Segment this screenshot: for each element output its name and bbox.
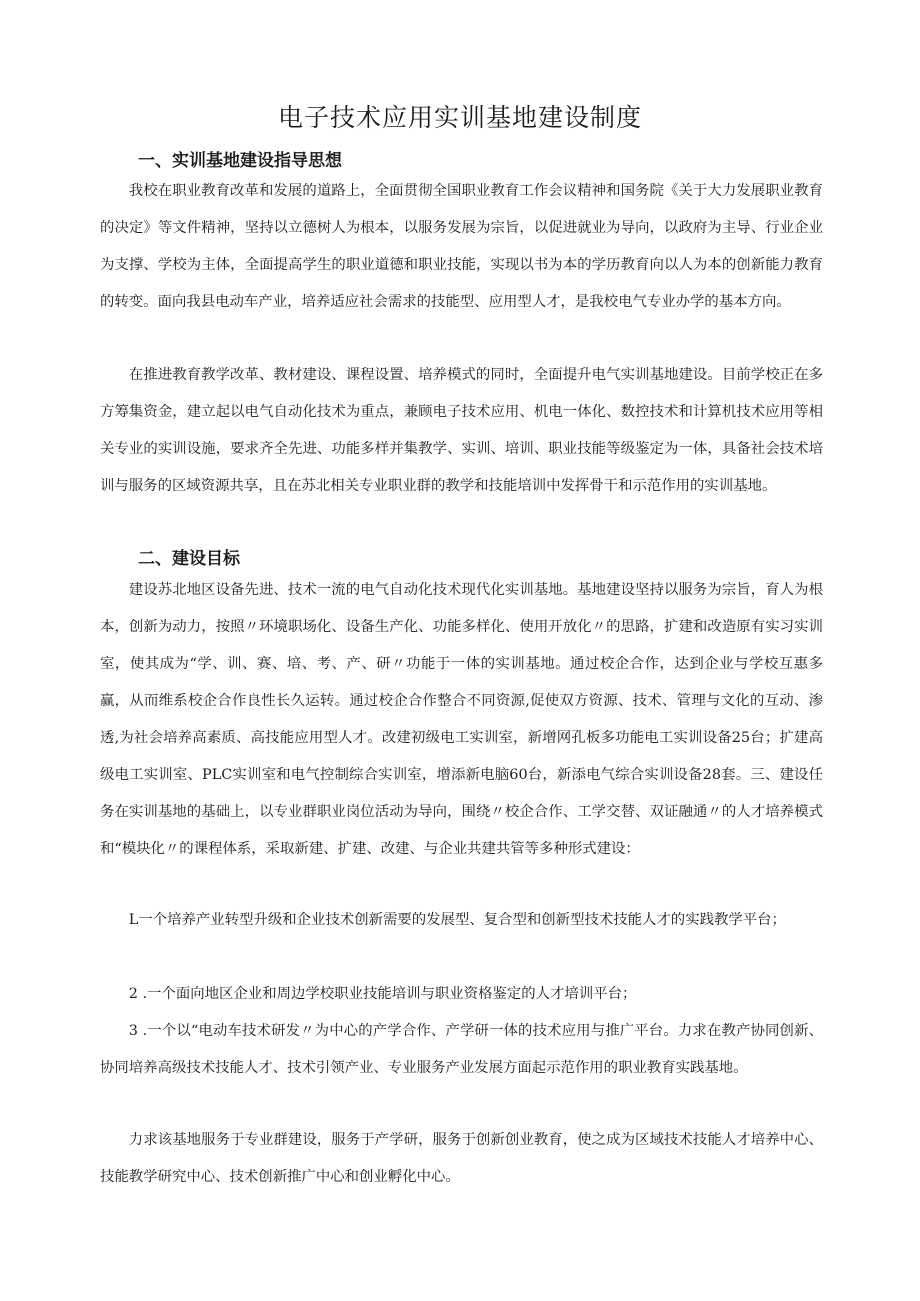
closing-paragraph: 力求该基地服务于专业群建设，服务于产学研，服务于创新创业教育，使之成为区域技术技能人才培养中心、技能教学研究中心、技术创新推广中心和创业孵化中心。: [100, 1132, 823, 1185]
list-item-3: 3 .一个以“电动车技术研发〃为中心的产学合作、产学研一体的技术应用与推广平台。力求在教产协同创新、协同培养高级技术技能人才、技术引领产业、专业服务产业发展方面起示范作用的职业教育实践基地。: [100, 1023, 823, 1076]
section2-paragraph-1: 建设苏北地区设备先进、技术一流的电气自动化技术现代化实训基地。基地建设坚持以服务为宗旨，育人为根本，创新为动力，按照〃环境职场化、设备生产化、功能多样化、使用开放化〃的思路，扩建和改造原有实习实训室，使其成为“学、训、赛、培、考、产、研〃功能于一体的实训基地。通过校企合作，达到企业与学校互惠多赢，从而维系校企合作良性长久运转。通过校企合作整合不同资源,促使双方资源、技术、管理与文化的互动、渗透,为社会培养高素质、高技能应用型人才。改建初级电工实训室，新增网孔板多功能电工实训设备25台；扩建高级电工实训室、PLC实训室和电气控制综合实训室，增添新电脑60台，新添电气综合实训设备28套。三、建设任务在实训基地的基础上，以专业群职业岗位活动为导向，围绕〃校企合作、工学交替、双证融通〃的人才培养模式和“模块化〃的课程体系，采取新建、扩建、改建、与企业共建共管等多种形式建设：: [100, 582, 823, 857]
section1-paragraph-2: 在推进教育教学改革、教材建设、课程设置、培养模式的同时，全面提升电气实训基地建设。目前学校正在多方筹集资金，建立起以电气自动化技术为重点，兼顾电子技术应用、机电一体化、数控技术和计算机技术应用等相关专业的实训设施，要求齐全先进、功能多样并集教学、实训、培训、职业技能等级鉴定为一体，具备社会技术培训与服务的区域资源共享，且在苏北相关专业职业群的教学和技能培训中发挥骨干和示范作用的实训基地。: [100, 367, 823, 494]
section1-heading: 一、实训基地建设指导思想: [138, 151, 342, 171]
list-item-1: L一个培养产业转型升级和企业技术创新需要的发展型、复合型和创新型技术技能人才的实践教学平台；: [128, 912, 786, 928]
document-title: 电子技术应用实训基地建设制度: [277, 103, 642, 132]
section1-paragraph-1: 我校在职业教育改革和发展的道路上，全面贯彻全国职业教育工作会议精神和国务院《关于大力发展职业教育的决定》等文件精神，坚持以立德树人为根本，以服务发展为宗旨，以促进就业为导向，以政府为主导、行业企业为支撑、学校为主体，全面提高学生的职业道德和职业技能，实现以书为本的学历教育向以人为本的创新能力教育的转变。面向我县电动车产业，培养适应社会需求的技能型、应用型人才，是我校电气专业办学的基本方向。: [100, 183, 823, 310]
list-item-2: 2 .一个面向地区企业和周边学校职业技能培训与职业资格鉴定的人才培训平台；: [128, 986, 637, 1002]
section2-heading: 二、建设目标: [138, 549, 240, 569]
